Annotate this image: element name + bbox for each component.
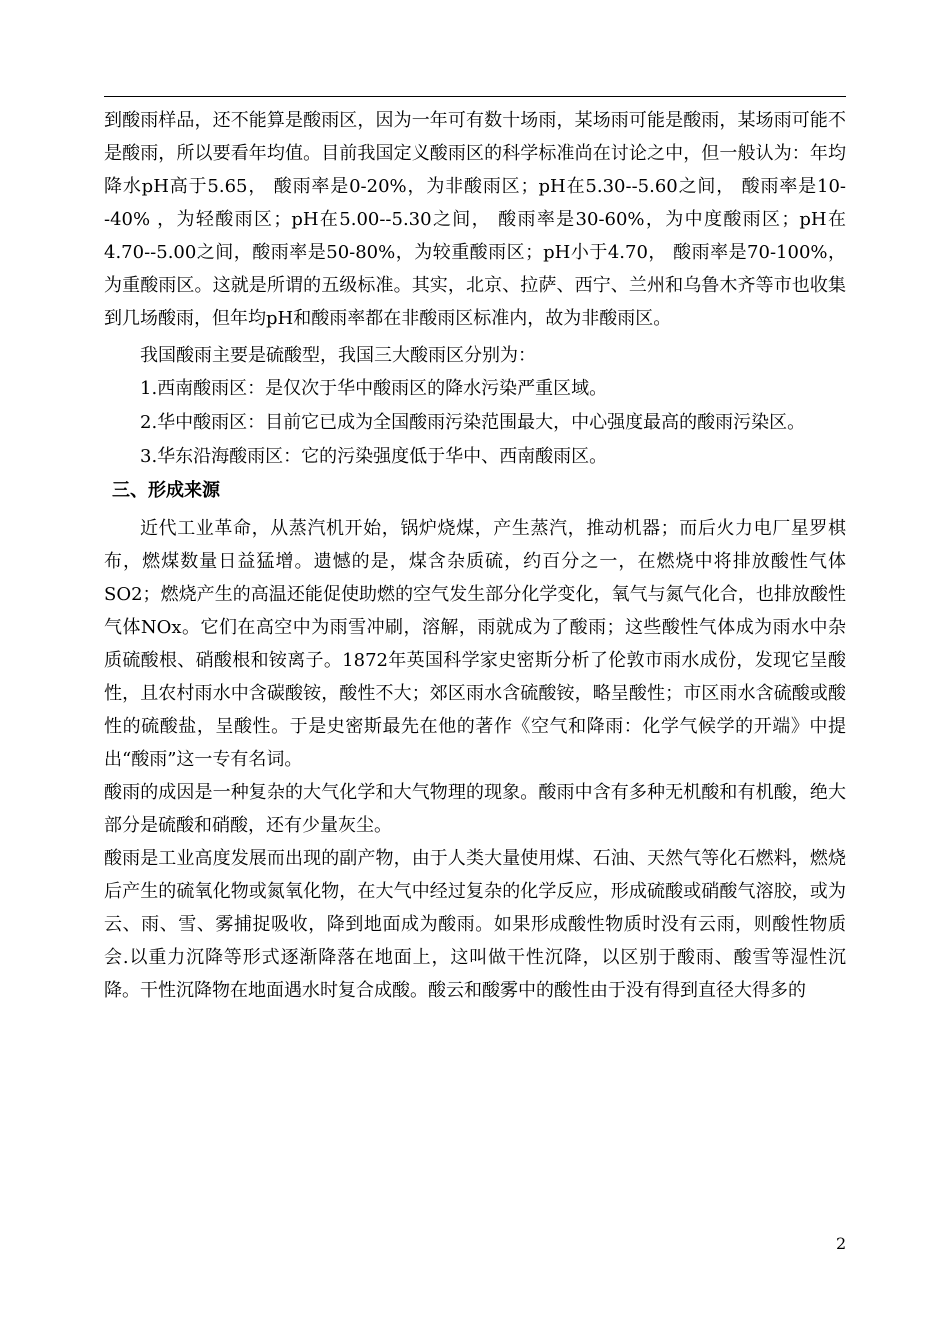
paragraph-causes: 酸雨的成因是一种复杂的大气化学和大气物理的现象。酸雨中含有多种无机酸和有机酸，绝大部分是硫酸和硝酸，还有少量灰尘。: [104, 782, 846, 836]
paragraph-history: 近代工业革命，从蒸汽机开始，锅炉烧煤，产生蒸汽，推动机器；而后火力电厂星罗棋布，燃煤数量日益猛增。遗憾的是，煤含杂质硫，约百分之一，在燃烧中将排放酸性气体SO2；燃烧产生的高温还能促使助燃的空气发生部分化学变化，氧气与氮气化合，也排放酸性气体NOx。它们在高空中为雨雪冲刷，溶解，雨就成为了酸雨；这些酸性气体成为雨水中杂质硫酸根、硝酸根和铵离子。1872年英国科学家史密斯分析了伦敦市雨水成份，发现它呈酸性，且农村雨水中含碳酸铵，酸性不大；郊区雨水含硫酸铵，略呈酸性；市区雨水含硫酸或酸性的硫酸盐，呈酸性。于是史密斯最先在他的著作《空气和降雨：化学气候学的开端》中提出“酸雨”这一专有名词。: [104, 518, 846, 770]
paragraph-formation: 酸雨是工业高度发展而出现的副产物，由于人类大量使用煤、石油、天然气等化石燃料，燃烧后产生的硫氧化物或氮氧化物，在大气中经过复杂的化学反应，形成硫酸或硝酸气溶胶，或为云、雨、雪、雾捕捉吸收，降到地面成为酸雨。如果形成酸性物质时没有云雨，则酸性物质会.以重力沉降等形式逐渐降落在地面上，这叫做干性沉降，以区别于酸雨、酸雪等湿性沉降。干性沉降物在地面遇水时复合成酸。酸云和酸雾中的酸性由于没有得到直径大得多的: [104, 848, 846, 1001]
list-item-east-coast: 3.华东沿海酸雨区：它的污染强度低于华中、西南酸雨区。: [140, 446, 608, 467]
page-number: 2: [836, 1234, 847, 1253]
list-item-southwest: 1.西南酸雨区：是仅次于华中酸雨区的降水污染严重区域。: [140, 378, 608, 399]
paragraph-acid-rain-regions-intro: 我国酸雨主要是硫酸型，我国三大酸雨区分别为：: [140, 345, 536, 366]
section-heading: 三、形成来源: [112, 480, 220, 501]
header-rule: [104, 96, 846, 97]
list-item-central: 2.华中酸雨区：目前它已成为全国酸雨污染范围最大，中心强度最高的酸雨污染区。: [140, 412, 806, 433]
document-body: [104, 104, 846, 1007]
paragraph-acid-rain-standards: 到酸雨样品，还不能算是酸雨区，因为一年可有数十场雨，某场雨可能是酸雨，某场雨可能不是酸雨，所以要看年均值。目前我国定义酸雨区的科学标准尚在讨论之中，但一般认为：年均降水pH高于5.65， 酸雨率是0-20%，为非酸雨区；pH在5.30--5.60之间， 酸雨率是10--40% ，为轻酸雨区；pH在5.00--5.30之间， 酸雨率是30-60%，为中度酸雨区；pH在4.70--5.00之间，酸雨率是50-80%，为较重酸雨区；pH小于4.70， 酸雨率是70-100%，为重酸雨区。这就是所谓的五级标准。其实，北京、拉萨、西宁、兰州和乌鲁木齐等市也收集到几场酸雨，但年均pH和酸雨率都在非酸雨区标准内，故为非酸雨区。: [104, 110, 846, 329]
